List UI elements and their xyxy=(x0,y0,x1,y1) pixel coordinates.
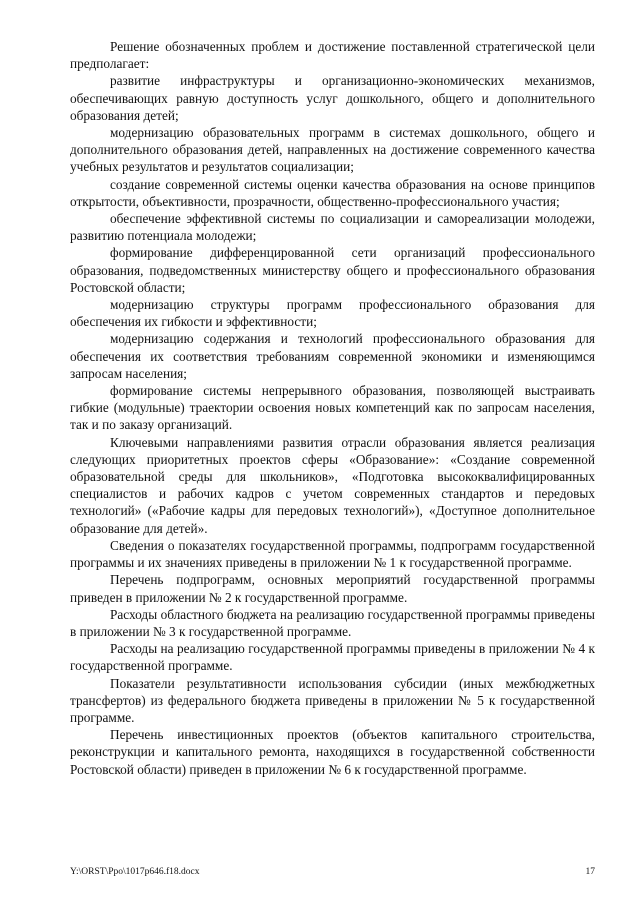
paragraph-appendix-3: Расходы областного бюджета на реализацию государственной программы приведены в приложении № 3 к государственной программе. xyxy=(70,606,595,639)
paragraph-intro: Решение обозначенных проблем и достижение поставленной стратегической цели предполагает: xyxy=(70,39,595,72)
paragraph-item: создание современной системы оценки качества образования на основе принципов открытости, объективности, прозрачности, общественно-профессионального участия; xyxy=(70,176,595,209)
paragraph-item: формирование системы непрерывного образования, позволяющей выстраивать гибкие (модульные) траектории освоения новых компетенций как по запросам населения, так и по заказу организаций. xyxy=(70,383,595,433)
paragraph-item: модернизацию образовательных программ в системах дошкольного, общего и дополнительного образования детей, направленных на достижение современного качества учебных результатов и результатов социализации; xyxy=(70,125,595,175)
paragraph-appendix-2: Перечень подпрограмм, основных мероприятий государственной программы приведен в приложении № 2 к государственной программе. xyxy=(70,572,595,605)
paragraph-appendix-5: Показатели результативности использования субсидии (иных межбюджетных трансфертов) из федерального бюджета приведены в приложении № 5 к государственной программе. xyxy=(70,675,595,725)
paragraph-item: обеспечение эффективной системы по социализации и самореализации молодежи, развитию потенциала молодежи; xyxy=(70,211,595,244)
page-footer xyxy=(70,866,595,878)
paragraph-appendix-6: Перечень инвестиционных проектов (объектов капитального строительства, реконструкции и капитального ремонта, находящихся в государственной собственности Ростовской области) приведен в приложении № 6 к государственной программе. xyxy=(70,727,595,777)
paragraph-appendix-1: Сведения о показателях государственной программы, подпрограмм государственной программы и их значениях приведены в приложении № 1 к государственной программе. xyxy=(70,537,595,571)
paragraph-item: развитие инфраструктуры и организационно-экономических механизмов, обеспечивающих равную доступность услуг дошкольного, общего и дополнительного образования детей; xyxy=(70,73,595,123)
paragraph-item: модернизацию структуры программ профессионального образования для обеспечения их гибкости и эффективности; xyxy=(70,297,595,330)
footer-file-path: Y:\ORST\Ppo\1017p646.f18.docx xyxy=(70,867,200,877)
paragraph-item: формирование дифференцированной сети организаций профессионального образования, подведомственных министерству общего и профессионального образования Ростовской области; xyxy=(70,245,595,295)
paragraph-appendix-4: Расходы на реализацию государственной программы приведены в приложении № 4 к государственной программе. xyxy=(70,641,595,674)
page-number: 17 xyxy=(585,867,595,877)
paragraph-item: модернизацию содержания и технологий профессионального образования для обеспечения их соответствия требованиям современной экономики и изменяющимся запросам населения; xyxy=(70,331,595,381)
paragraph-key-directions: Ключевыми направлениями развития отрасли образования является реализация следующих приоритетных проектов сферы «Образование»: «Создание современной образовательной среды для школьников», «Подготовка высококвалифицированных специалистов и рабочих кадров с учетом современных стандартов и передовых технологий» («Рабочие кадры для передовых технологий»), «Доступное дополнительное образование для детей». xyxy=(70,434,595,536)
document-body xyxy=(70,38,595,778)
